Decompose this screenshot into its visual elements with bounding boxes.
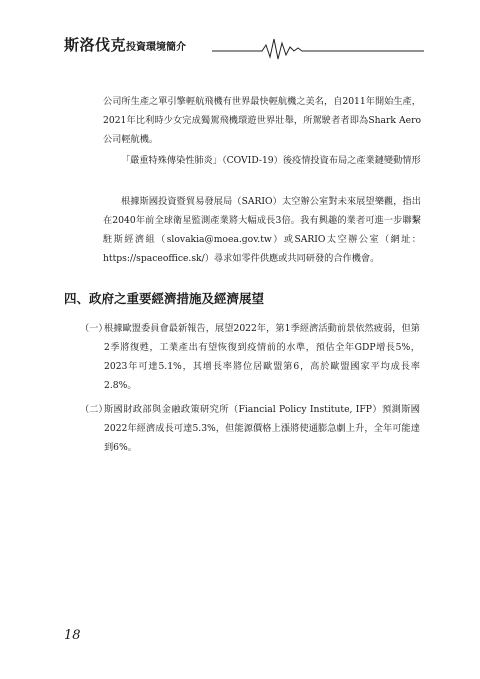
running-header	[64, 34, 424, 62]
list-item-text: 斯國財政部與金融政策研究所（Fiancial Policy Institute, IFP）預測斯國2022年經濟成長可達5.3%，但能源價格上漲將使通膨急劇上升，全年可能達到6%。	[104, 404, 420, 453]
list-item-text: 根據歐盟委員會最新報告，展望2022年，第1季經濟活動前景依然疲弱，但第2季將復甦，工業產出有望恢復到疫情前的水準，預估全年GDP增長5%，2023年可達5.1%，其增長率將位居歐盟第6，高於歐盟國家平均成長率2.8%。	[104, 323, 420, 391]
paragraph-2: 「嚴重特殊傳染性肺炎」（COVID-19）後疫情投資布局之產業鏈變動情形	[121, 155, 421, 166]
list-item-number: （二）	[80, 404, 108, 415]
header-title	[64, 34, 186, 55]
paragraph-1: 公司所生產之單引擎輕航飛機有世界最快輕航機之美名，自2011年開始生產，2021年比利時少女完成獨駕飛機環遊世界壯舉，所駕駛者者即為Shark Aero公司輕航機。	[103, 96, 421, 145]
page-number: 18	[64, 628, 81, 643]
paragraph-3: 根據斯國投資暨貿易發展局（SARIO）太空辦公室對未來展望樂觀，指出在2040年前全球衛星監測產業將大幅成長3倍。我有興趣的業者可進一步聯繫駐斯經濟組（slovakia@moea.gov.tw）或SARIO太空辦公室（網址：https://spaceoffice.sk/）尋求如零件供應或共同研發的合作機會。	[103, 196, 421, 264]
header-wave-line	[212, 34, 424, 62]
list-item-2	[80, 400, 420, 457]
header-title-main: 斯洛伐克	[64, 36, 127, 54]
list-item-1	[80, 319, 420, 395]
section-heading: 四、政府之重要經濟措施及經濟展望	[64, 291, 265, 306]
list-item-number: （一）	[80, 323, 108, 334]
header-title-sub: 投資環境簡介	[126, 42, 187, 53]
